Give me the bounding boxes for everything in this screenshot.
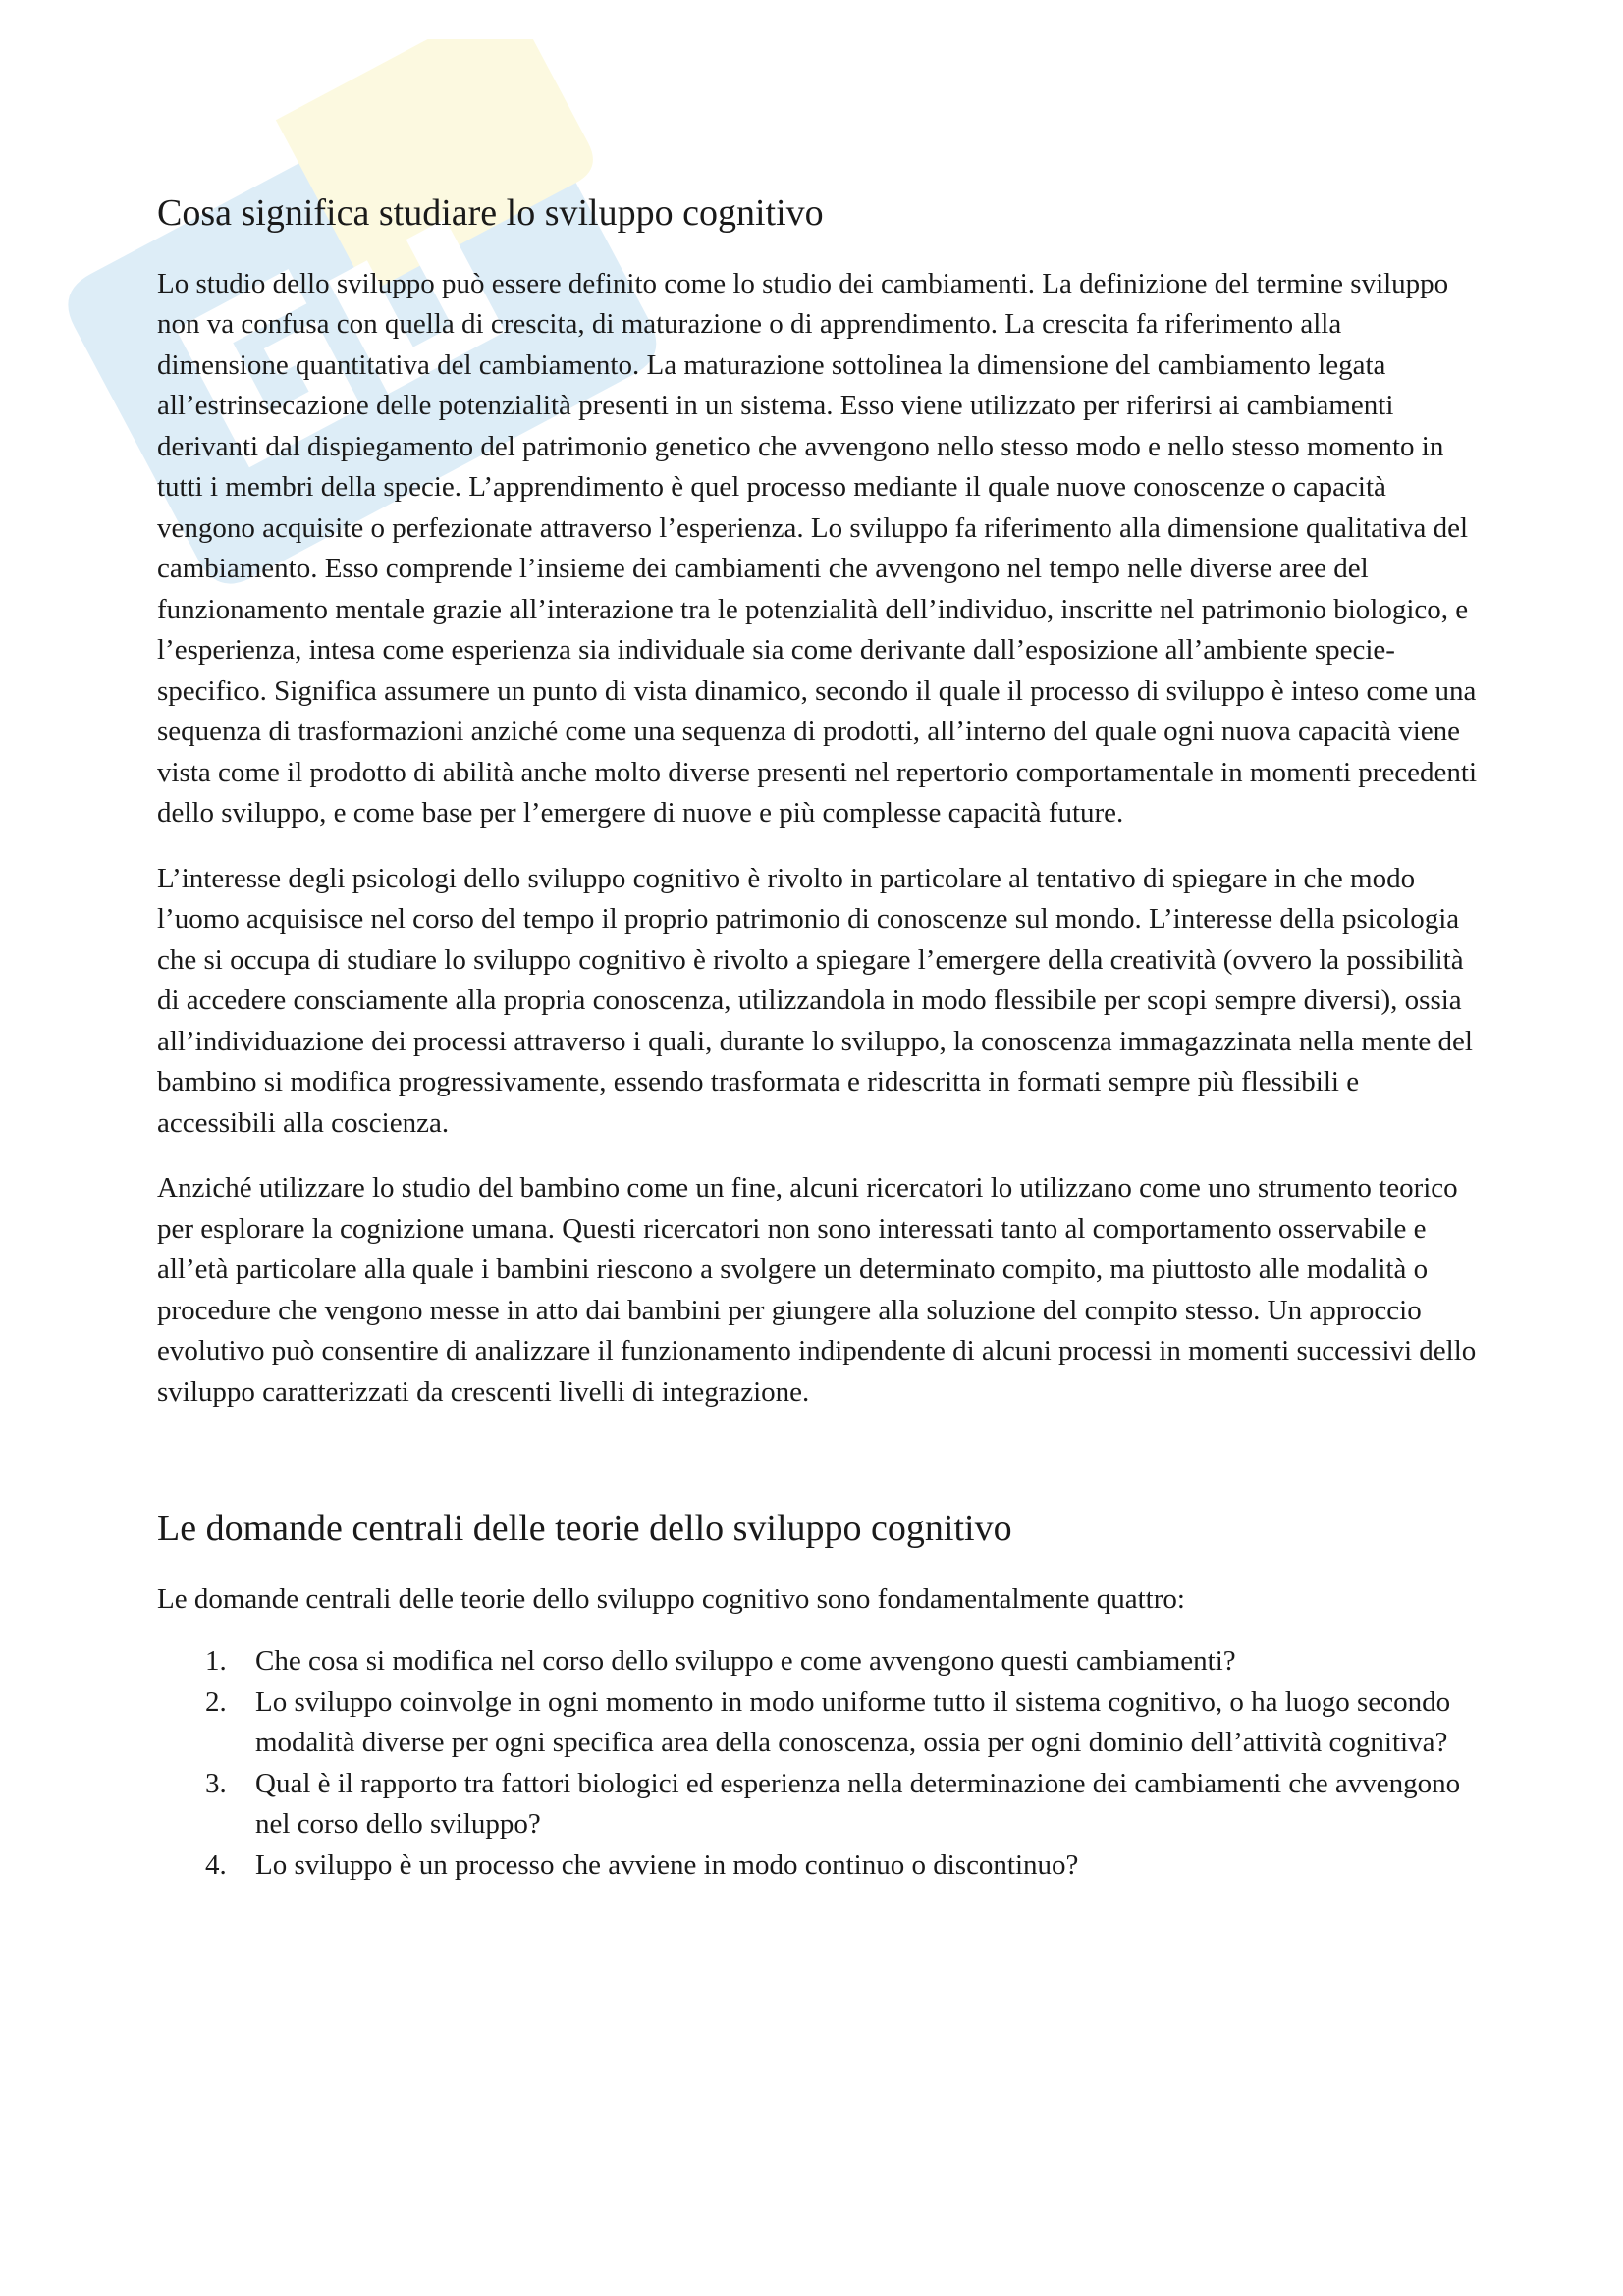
paragraph-definizione-sviluppo: Lo studio dello sviluppo può essere definito come lo studio dei cambiamenti. La definizione del termine sviluppo non va confusa con quella di crescita, di maturazione o di apprendimento. La crescita fa riferimento alla dimensione quantitativa del cambiamento. La maturazione sottolinea la dimensione del cambiamento legata all’estrinsecazione delle potenzialità presenti in un sistema. Esso viene utilizzato per riferirsi ai cambiamenti derivanti dal dispiegamento del patrimonio genetico che avvengono nello stesso modo e nello stesso momento in tutti i membri della specie. L’apprendimento è quel processo mediante il quale nuove conoscenze o capacità vengono acquisite o perfezionate attraverso l’esperienza. Lo sviluppo fa riferimento alla dimensione qualitativa del cambiamento. Esso comprende l’insieme dei cambiamenti che avvengono nel tempo nelle diverse aree del funzionamento mentale grazie all’interazione tra le potenzialità dell’individuo, inscritte nel patrimonio biologico, e l’esperienza, intesa come esperienza sia individuale sia come derivante dall’esposizione all’ambiente specie-specifico. Significa assumere un punto di vista dinamico, secondo il quale il processo di sviluppo è inteso come una sequenza di trasformazioni anziché come una sequenza di prodotti, all’interno del quale ogni nuova capacità viene vista come il prodotto di abilità anche molto diverse presenti nel repertorio comportamentale in momenti precedenti dello sviluppo, e come base per l’emergere di nuove e più complesse capacità future. — [157, 267, 1478, 829]
list-item — [157, 1764, 1478, 1845]
section-title-domande-centrali: Le domande centrali delle teorie dello sviluppo cognitivo — [157, 1508, 1012, 1550]
section-title-sviluppo-cognitivo: Cosa significa studiare lo sviluppo cognitivo — [157, 192, 824, 234]
document-page — [157, 191, 1478, 1886]
list-item — [157, 1845, 1478, 1887]
list-item-text: Qual è il rapporto tra fattori biologici ed esperienza nella determinazione dei cambiamenti che avvengono nel corso dello sviluppo? — [255, 1767, 1461, 1841]
list-item-number: 2. — [205, 1685, 227, 1718]
list-item-text: Che cosa si modifica nel corso dello sviluppo e come avvengono questi cambiamenti? — [255, 1645, 1236, 1678]
paragraph-intro-domande: Le domande centrali delle teorie dello sviluppo cognitivo sono fondamentalmente quattro: — [157, 1582, 1185, 1615]
list-item-number: 3. — [205, 1767, 227, 1799]
paragraph-interesse-psicologi: L’interesse degli psicologi dello sviluppo cognitivo è rivolto in particolare al tentativo di spiegare in che modo l’uomo acquisisce nel corso del tempo il proprio patrimonio di conoscenze sul mondo. L’interesse della psicologia che si occupa di studiare lo sviluppo cognitivo è rivolto a spiegare l’emergere della creatività (ovvero la possibilità di accedere consciamente alla propria conoscenza, utilizzandola in modo flessibile per scopi sempre diversi), ossia all’individuazione dei processi attraverso i quali, durante lo sviluppo, la conoscenza immagazzinata nella mente del bambino si modifica progressivamente, essendo trasformata e ridescritta in formati sempre più flessibili e accessibili alla coscienza. — [157, 862, 1473, 1139]
list-item — [157, 1641, 1478, 1682]
section-domande-centrali — [157, 1507, 1478, 1886]
list-item-number: 1. — [205, 1645, 227, 1678]
list-item-text: Lo sviluppo è un processo che avviene in modo continuo o discontinuo? — [255, 1848, 1079, 1881]
list-item — [157, 1682, 1478, 1764]
list-item-number: 4. — [205, 1848, 227, 1881]
questions-list — [157, 1641, 1478, 1886]
list-item-text: Lo sviluppo coinvolge in ogni momento in modo uniforme tutto il sistema cognitivo, o ha luogo secondo modalità diverse per ogni specifica area della conoscenza, ossia per ogni dominio dell’attività cognitiva? — [255, 1685, 1451, 1759]
paragraph-approccio-evolutivo: Anziché utilizzare lo studio del bambino come un fine, alcuni ricercatori lo utilizzano come uno strumento teorico per esplorare la cognizione umana. Questi ricercatori non sono interessati tanto al comportamento osservabile e all’età particolare alla quale i bambini riescono a svolgere un determinato compito, ma piuttosto alle modalità o procedure che vengono messe in atto dai bambini per giungere alla soluzione del compito stesso. Un approccio evolutivo può consentire di analizzare il funzionamento indipendente di alcuni processi in momenti successivi dello sviluppo caratterizzati da crescenti livelli di integrazione. — [157, 1172, 1477, 1408]
